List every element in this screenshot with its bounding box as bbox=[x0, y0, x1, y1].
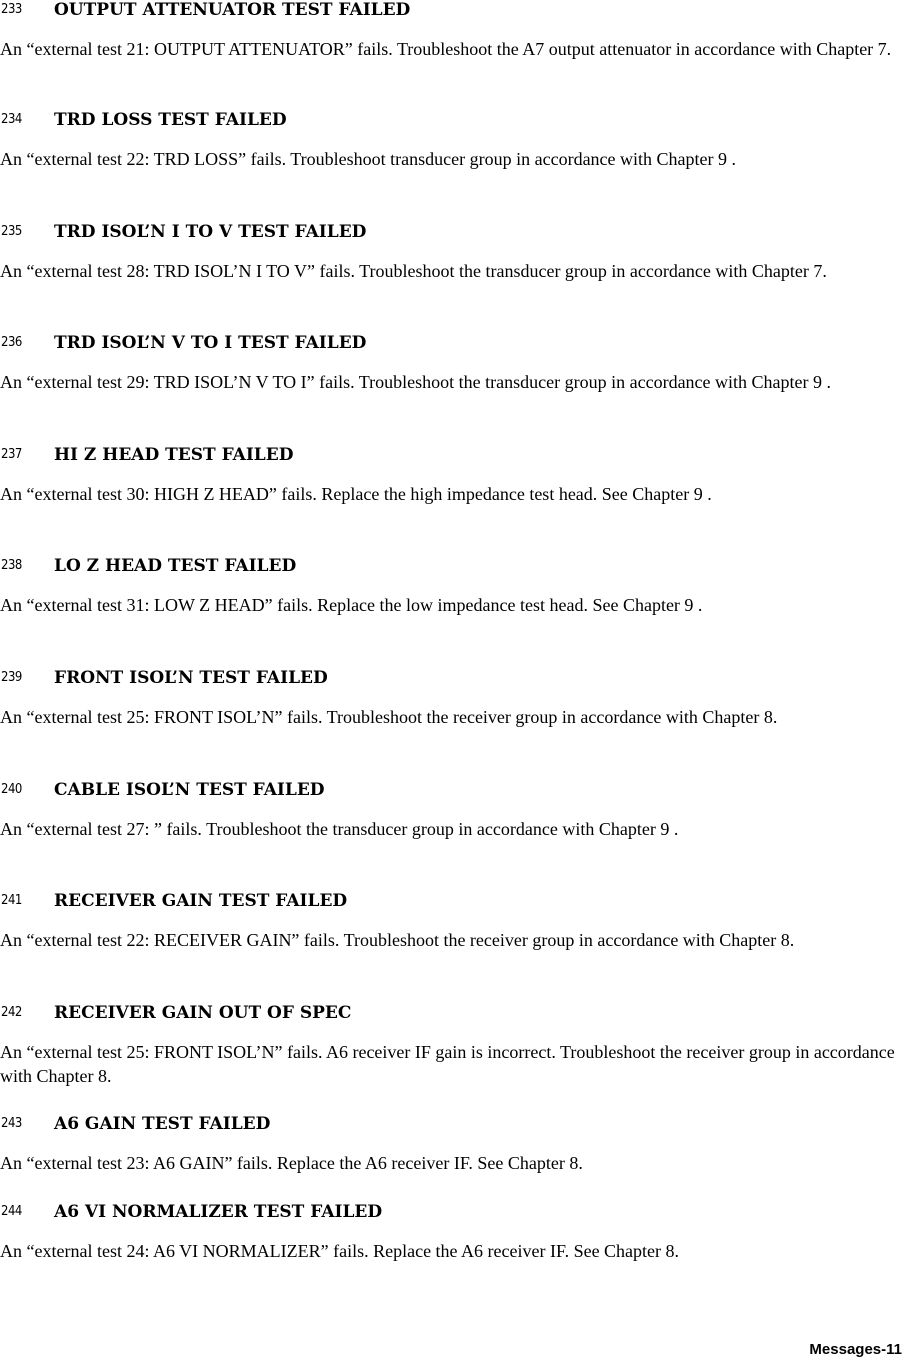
message-code: 243 bbox=[1, 1116, 22, 1131]
message-heading: RECEIVER GAIN TEST FAILED bbox=[54, 891, 348, 911]
message-description: An “external test 28: TRD ISOL’N I TO V” fails. Troubleshoot the transducer group in accordance with Chapter 7. bbox=[0, 261, 827, 281]
message-description: An “external test 21: OUTPUT ATTENUATOR” fails. Troubleshoot the A7 output attenuator in accordance with Chapter 7. bbox=[0, 39, 892, 59]
message-code: 234 bbox=[1, 112, 22, 127]
message-heading: OUTPUT ATTENUATOR TEST FAILED bbox=[54, 0, 411, 20]
message-code: 237 bbox=[1, 447, 22, 462]
message-heading: CABLE ISOL’N TEST FAILED bbox=[54, 780, 325, 800]
message-description: An “external test 24: A6 VI NORMALIZER” fails. Replace the A6 receiver IF. See Chapter 8. bbox=[0, 1241, 680, 1261]
message-heading: TRD ISOL’N I TO V TEST FAILED bbox=[54, 222, 367, 242]
message-code: 240 bbox=[1, 782, 22, 797]
message-heading: TRD LOSS TEST FAILED bbox=[54, 110, 287, 130]
message-heading: A6 GAIN TEST FAILED bbox=[54, 1114, 271, 1134]
message-heading: LO Z HEAD TEST FAILED bbox=[54, 556, 297, 576]
message-description: An “external test 25: FRONT ISOL’N” fails. Troubleshoot the receiver group in accordance with Chapter 8. bbox=[0, 707, 778, 727]
message-code: 238 bbox=[1, 558, 22, 573]
message-heading: HI Z HEAD TEST FAILED bbox=[54, 445, 294, 465]
message-code: 244 bbox=[1, 1204, 22, 1219]
message-heading: RECEIVER GAIN OUT OF SPEC bbox=[54, 1003, 352, 1023]
message-heading: A6 VI NORMALIZER TEST FAILED bbox=[54, 1202, 383, 1222]
message-code: 233 bbox=[1, 2, 22, 17]
message-heading: FRONT ISOL’N TEST FAILED bbox=[54, 668, 328, 688]
message-code: 241 bbox=[1, 893, 22, 908]
message-code: 242 bbox=[1, 1005, 22, 1020]
message-description: An “external test 30: HIGH Z HEAD” fails. Replace the high impedance test head. See Chapter 9 . bbox=[0, 484, 712, 504]
message-description: An “external test 27: ” fails. Troubleshoot the transducer group in accordance with Chapter 9 . bbox=[0, 819, 679, 839]
message-code: 239 bbox=[1, 670, 22, 685]
message-description: An “external test 31: LOW Z HEAD” fails. Replace the low impedance test head. See Chapter 9 . bbox=[0, 595, 703, 615]
message-code: 235 bbox=[1, 224, 22, 239]
message-description: An “external test 22: TRD LOSS” fails. Troubleshoot transducer group in accordance with Chapter 9 . bbox=[0, 149, 737, 169]
message-description: An “external test 22: RECEIVER GAIN” fails. Troubleshoot the receiver group in accordance with Chapter 8. bbox=[0, 930, 795, 950]
message-description: An “external test 25: FRONT ISOL’N” fails. A6 receiver IF gain is incorrect. Troubleshoot the receiver group in accordance with Chapter 8. bbox=[0, 1042, 895, 1086]
message-description: An “external test 29: TRD ISOL’N V TO I” fails. Troubleshoot the transducer group in accordance with Chapter 9 . bbox=[0, 372, 832, 392]
page-number: Messages-11 bbox=[809, 1341, 902, 1358]
message-code: 236 bbox=[1, 335, 22, 350]
message-description: An “external test 23: A6 GAIN” fails. Replace the A6 receiver IF. See Chapter 8. bbox=[0, 1153, 583, 1173]
message-heading: TRD ISOL’N V TO I TEST FAILED bbox=[54, 333, 367, 353]
